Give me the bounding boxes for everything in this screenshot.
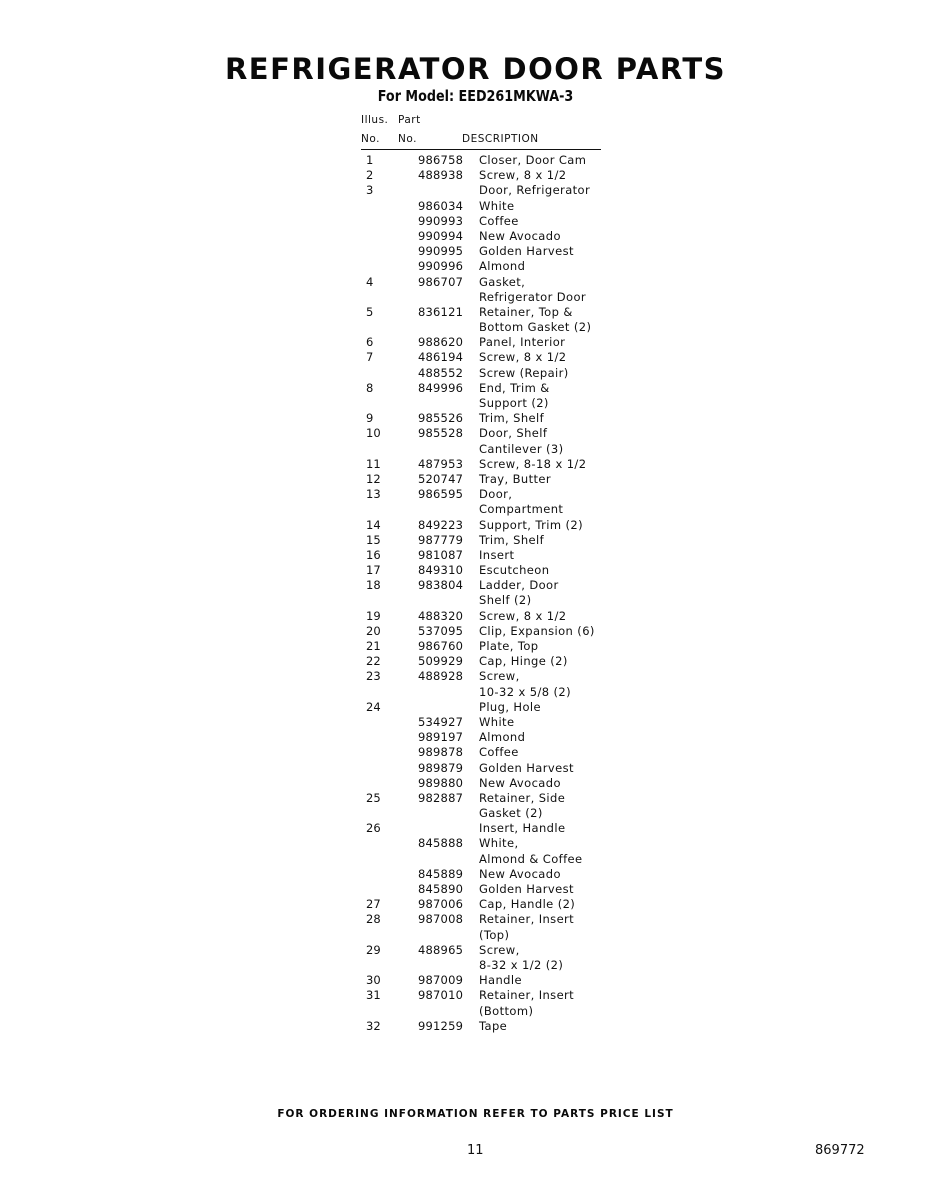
table-row	[361, 700, 601, 715]
parts-table	[361, 113, 601, 1034]
part-description: Plug, Hole	[479, 699, 541, 714]
table-row	[361, 593, 601, 608]
table-row	[361, 882, 601, 897]
illus-number: 29	[366, 942, 381, 957]
part-description: Screw, 8-18 x 1/2	[479, 456, 587, 471]
part-number: 985528	[418, 426, 464, 441]
document-number: 869772	[815, 1143, 865, 1158]
table-row	[361, 836, 601, 851]
part-number: 991259	[418, 1018, 464, 1033]
part-number: 520747	[418, 471, 464, 486]
table-row	[361, 609, 601, 624]
illus-number: 16	[366, 547, 381, 562]
illus-number: 1	[366, 153, 374, 167]
part-description: Compartment	[479, 502, 564, 517]
part-description: Escutcheon	[479, 563, 550, 578]
illus-number: 11	[366, 456, 381, 471]
part-description: Golden Harvest	[479, 882, 574, 896]
table-row	[361, 259, 601, 274]
part-description: Screw, 8 x 1/2	[479, 168, 567, 183]
part-number: 986595	[418, 487, 464, 502]
part-number: 487953	[418, 456, 464, 471]
table-row	[361, 229, 601, 244]
part-number: 534927	[418, 714, 464, 729]
table-row	[361, 761, 601, 776]
illus-number: 30	[366, 973, 381, 988]
table-row	[361, 442, 601, 457]
part-description: Panel, Interior	[479, 335, 566, 350]
illus-number: 9	[366, 411, 374, 426]
table-row	[361, 1019, 601, 1034]
table-row	[361, 928, 601, 943]
part-number: 989197	[418, 730, 464, 745]
part-description: Trim, Shelf	[479, 411, 545, 426]
part-description: Door, Shelf	[479, 426, 548, 441]
part-number: 990994	[418, 228, 464, 243]
part-description: Screw,	[479, 669, 520, 684]
table-row	[361, 275, 601, 290]
part-description: White	[479, 198, 515, 213]
table-row	[361, 806, 601, 821]
part-number: 990995	[418, 244, 464, 259]
part-description: Clip, Expansion (6)	[479, 623, 595, 638]
table-row	[361, 411, 601, 426]
part-description: Handle	[479, 973, 522, 988]
part-number: 981087	[418, 547, 464, 562]
part-description: New Avocado	[479, 775, 561, 790]
illus-number: 13	[366, 487, 381, 502]
table-row	[361, 381, 601, 396]
table-row	[361, 183, 601, 198]
illus-number: 15	[366, 532, 381, 547]
part-description: Shelf (2)	[479, 593, 532, 608]
part-number: 983804	[418, 578, 464, 593]
part-number: 987779	[418, 532, 464, 547]
part-description: Support (2)	[479, 396, 549, 410]
part-description: Gasket (2)	[479, 806, 543, 821]
table-row	[361, 669, 601, 684]
part-description: Door,	[479, 487, 513, 502]
part-description: Coffee	[479, 213, 519, 228]
illus-number: 26	[366, 821, 381, 836]
illus-number: 31	[366, 988, 381, 1003]
table-row	[361, 715, 601, 730]
part-description: Retainer, Insert	[479, 988, 575, 1003]
part-description: Bottom Gasket (2)	[479, 320, 592, 335]
illus-number: 19	[366, 608, 381, 623]
part-description: Retainer, Side	[479, 790, 566, 805]
part-description: New Avocado	[479, 866, 561, 881]
table-row	[361, 745, 601, 760]
part-description: Screw, 8 x 1/2	[479, 608, 567, 623]
illus-number: 23	[366, 669, 381, 684]
part-description: Door, Refrigerator	[479, 183, 591, 198]
illus-number: 10	[366, 426, 381, 441]
table-row	[361, 244, 601, 259]
table-header-line-1	[361, 113, 601, 128]
table-row	[361, 639, 601, 654]
part-description: (Top)	[479, 927, 510, 942]
part-number: 986707	[418, 274, 464, 289]
table-row	[361, 563, 601, 578]
part-description: Support, Trim (2)	[479, 517, 583, 532]
table-row	[361, 973, 601, 988]
table-row	[361, 988, 601, 1003]
table-row	[361, 533, 601, 548]
table-row	[361, 305, 601, 320]
part-description: Golden Harvest	[479, 760, 574, 775]
table-row	[361, 912, 601, 927]
part-description: Almond	[479, 730, 526, 745]
part-number: 488928	[418, 669, 464, 684]
part-number: 990993	[418, 213, 464, 228]
illus-number: 22	[366, 654, 381, 669]
illus-number: 28	[366, 912, 381, 927]
part-description: Plate, Top	[479, 639, 539, 653]
part-description: Tape	[479, 1018, 508, 1033]
part-number: 985526	[418, 411, 464, 426]
part-description: Retainer, Top &	[479, 304, 573, 319]
part-description: Screw (Repair)	[479, 365, 569, 380]
page-number: 11	[467, 1143, 484, 1158]
part-description: Ladder, Door	[479, 578, 559, 593]
part-description: Insert, Handle	[479, 821, 566, 836]
table-row	[361, 791, 601, 806]
part-description: New Avocado	[479, 228, 561, 243]
part-description: Gasket,	[479, 274, 526, 289]
part-number: 989880	[418, 775, 464, 790]
table-row	[361, 1004, 601, 1019]
part-description: Almond	[479, 259, 526, 274]
header-part: Part	[398, 114, 421, 126]
table-row	[361, 502, 601, 517]
table-row	[361, 457, 601, 472]
part-description: 10-32 x 5/8 (2)	[479, 684, 571, 699]
table-row	[361, 685, 601, 700]
part-number: 845888	[418, 836, 464, 851]
table-body	[361, 153, 601, 1034]
part-number: 990996	[418, 259, 464, 274]
table-row	[361, 426, 601, 441]
table-row	[361, 578, 601, 593]
illus-number: 4	[366, 274, 374, 289]
part-description: Cap, Handle (2)	[479, 897, 576, 912]
illus-number: 17	[366, 563, 381, 578]
table-row	[361, 199, 601, 214]
illus-number: 32	[366, 1018, 381, 1033]
part-number: 989878	[418, 745, 464, 760]
header-description: DESCRIPTION	[462, 133, 539, 145]
part-number: 986758	[418, 153, 464, 167]
header-illus: Illus.	[361, 114, 389, 126]
illus-number: 14	[366, 517, 381, 532]
header-part-no: No.	[398, 133, 417, 145]
illus-number: 3	[366, 183, 374, 198]
part-description: Trim, Shelf	[479, 532, 545, 547]
table-row	[361, 624, 601, 639]
illus-number: 18	[366, 578, 381, 593]
illus-number: 5	[366, 304, 374, 319]
part-description: Retainer, Insert	[479, 912, 575, 927]
table-row	[361, 335, 601, 350]
part-number: 989879	[418, 760, 464, 775]
illus-number: 6	[366, 335, 374, 350]
part-description: Coffee	[479, 745, 519, 760]
model-subtitle: For Model: EED261MKWA-3	[377, 87, 574, 105]
part-number: 488938	[418, 168, 464, 183]
illus-number: 21	[366, 639, 381, 653]
table-row	[361, 366, 601, 381]
part-number: 849223	[418, 517, 464, 532]
part-description: Screw,	[479, 942, 520, 957]
part-description: Closer, Door Cam	[479, 153, 587, 167]
table-row	[361, 654, 601, 669]
part-description: Cantilever (3)	[479, 441, 564, 456]
table-row	[361, 852, 601, 867]
ordering-note: FOR ORDERING INFORMATION REFER TO PARTS PRICE LIST	[277, 1108, 674, 1120]
table-header-line-2	[361, 132, 601, 147]
table-row	[361, 943, 601, 958]
table-row	[361, 168, 601, 183]
header-divider	[361, 149, 601, 150]
part-description: Tray, Butter	[479, 471, 552, 486]
table-row	[361, 730, 601, 745]
table-row	[361, 958, 601, 973]
table-row	[361, 867, 601, 882]
part-number: 987008	[418, 912, 464, 927]
table-row	[361, 214, 601, 229]
illus-number: 12	[366, 471, 381, 486]
part-number: 537095	[418, 623, 464, 638]
illus-number: 7	[366, 350, 374, 365]
illus-number: 20	[366, 623, 381, 638]
part-number: 986760	[418, 639, 464, 653]
part-number: 982887	[418, 790, 464, 805]
part-description: White	[479, 714, 515, 729]
header-no: No.	[361, 133, 380, 145]
table-row	[361, 897, 601, 912]
part-description: Insert	[479, 547, 515, 562]
part-description: Golden Harvest	[479, 244, 574, 259]
part-number: 845890	[418, 882, 464, 896]
table-row	[361, 548, 601, 563]
part-description: Refrigerator Door	[479, 289, 587, 304]
illus-number: 25	[366, 790, 381, 805]
part-number: 488965	[418, 942, 464, 957]
part-description: 8-32 x 1/2 (2)	[479, 957, 564, 972]
table-row	[361, 153, 601, 168]
part-number: 836121	[418, 304, 464, 319]
table-row	[361, 396, 601, 411]
part-number: 488552	[418, 365, 464, 380]
table-row	[361, 472, 601, 487]
illus-number: 24	[366, 699, 381, 714]
part-number: 987006	[418, 897, 464, 912]
table-row	[361, 290, 601, 305]
part-description: Almond & Coffee	[479, 851, 583, 866]
part-description: (Bottom)	[479, 1003, 534, 1018]
table-row	[361, 518, 601, 533]
illus-number: 27	[366, 897, 381, 912]
part-number: 509929	[418, 654, 464, 669]
part-description: End, Trim &	[479, 380, 550, 395]
illus-number: 2	[366, 168, 374, 183]
part-number: 849996	[418, 380, 464, 395]
part-number: 849310	[418, 563, 464, 578]
table-row	[361, 350, 601, 365]
page-title: REFRIGERATOR DOOR PARTS	[224, 52, 727, 86]
part-number: 486194	[418, 350, 464, 365]
table-row	[361, 821, 601, 836]
illus-number: 8	[366, 380, 374, 395]
part-number: 987009	[418, 973, 464, 988]
table-row	[361, 776, 601, 791]
table-row	[361, 487, 601, 502]
part-description: Cap, Hinge (2)	[479, 654, 568, 669]
part-number: 987010	[418, 988, 464, 1003]
part-number: 988620	[418, 335, 464, 350]
table-row	[361, 320, 601, 335]
part-number: 845889	[418, 866, 464, 881]
part-description: Screw, 8 x 1/2	[479, 350, 567, 365]
part-description: White,	[479, 836, 519, 851]
part-number: 488320	[418, 608, 464, 623]
part-number: 986034	[418, 198, 464, 213]
